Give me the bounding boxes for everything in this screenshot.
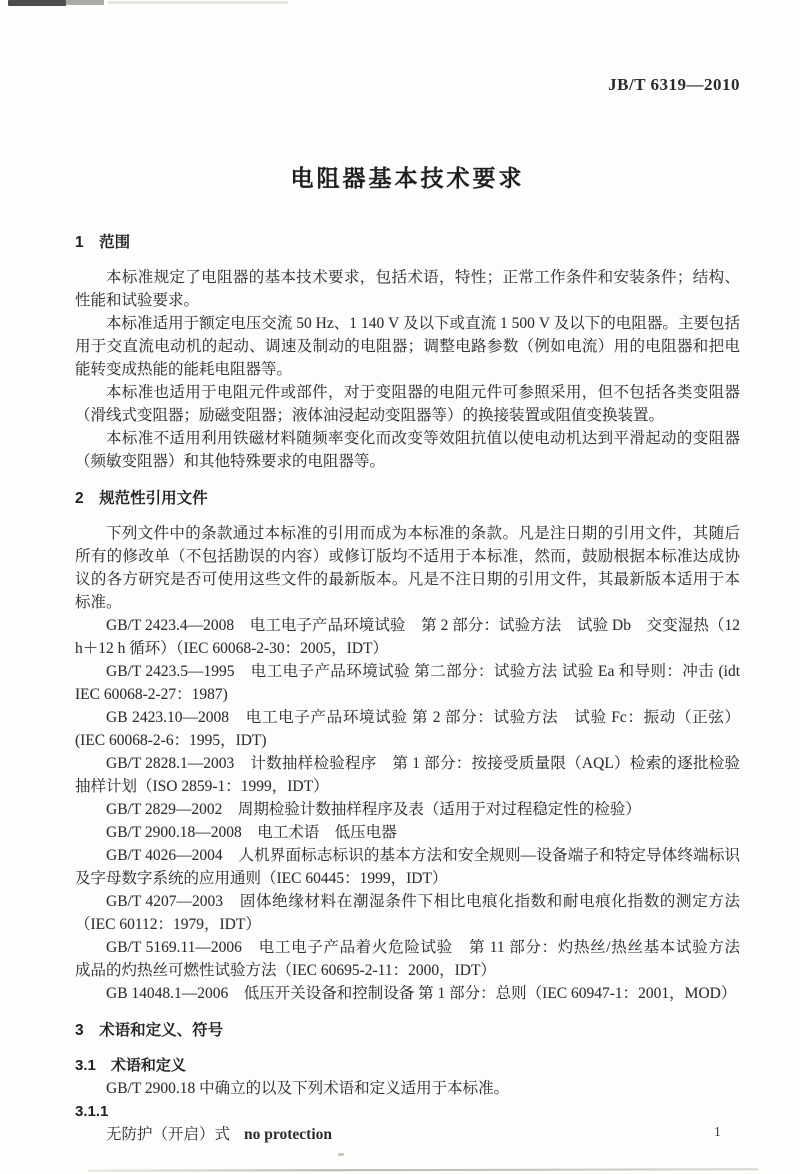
scope-paragraph: 本标准不适用利用铁磁材料随频率变化而改变等效阻抗值以使电动机达到平滑起动的变阻器（频敏变阻器）和其他特殊要求的电阻器等。	[75, 430, 740, 470]
terms-intro: GB/T 2900.18 中确立的以及下列术语和定义适用于本标准。	[106, 1080, 510, 1097]
scope-paragraph: 本标准规定了电阻器的基本技术要求，包括术语，特性；正常工作条件和安装条件；结构、性能和试验要求。	[75, 269, 740, 309]
reference-item: GB/T 2423.4—2008 电工电子产品环境试验 第 2 部分：试验方法 试验 Db 交变湿热（12 h＋12 h 循环）（IEC 60068-2-30：2005，IDT）	[75, 617, 740, 657]
document-title: 电阻器基本技术要求	[290, 165, 525, 191]
scope-paragraph: 本标准也适用于电阻元件或部件，对于变阻器的电阻元件可参照采用，但不包括各类变阻器（滑线式变阻器；励磁变阻器；液体油浸起动变阻器等）的换接装置或阻值变换装置。	[75, 384, 740, 424]
reference-item: GB/T 4026—2004 人机界面标志标识的基本方法和安全规则—设备端子和特定导体终端标识及字母数字系统的应用通则（IEC 60445：1999，IDT）	[75, 847, 740, 887]
scan-artifact-gray-bar	[66, 0, 104, 5]
standard-code: JB/T 6319—2010	[608, 75, 740, 94]
reference-item: GB/T 2828.1—2003 计数抽样检验程序 第 1 部分：按接受质量限（AQL）检索的逐批检验抽样计划（ISO 2859-1：1999，IDT）	[75, 755, 740, 795]
term-line	[75, 1123, 740, 1146]
section-heading-scope: 1 范围	[75, 234, 131, 251]
scan-artifact-speck	[338, 1153, 344, 1156]
section-heading-references: 2 规范性引用文件	[75, 490, 208, 507]
term-zh: 无防护（开启）式	[106, 1126, 231, 1143]
scan-artifact-bottom-line	[88, 1168, 758, 1171]
term-en: no protection	[244, 1126, 332, 1143]
reference-item: GB/T 2423.5—1995 电工电子产品环境试验 第二部分：试验方法 试验 Ea 和导则：冲击 (idt IEC 60068-2-27：1987)	[75, 663, 740, 703]
references-intro: 下列文件中的条款通过本标准的引用而成为本标准的条款。凡是注日期的引用文件，其随后所有的修改单（不包括勘误的内容）或修订版均不适用于本标准，然而，鼓励根据本标准达成协议的各方研究是否可使用这些文件的最新版本。凡是不注日期的引用文件，其最新版本适用于本标准。	[75, 525, 740, 611]
scan-artifact-dark-bar	[8, 0, 66, 6]
scope-paragraph: 本标准适用于额定电压交流 50 Hz、1 140 V 及以下或直流 1 500 V 及以下的电阻器。主要包括用于交直流电动机的起动、调速及制动的电阻器；调整电路参数（例如电流）用的电阻器和把电能转变成热能的能耗电阻器等。	[75, 315, 740, 378]
scan-artifact-faint-bar	[108, 1, 288, 4]
reference-item: GB 2423.10—2008 电工电子产品环境试验 第 2 部分：试验方法 试验 Fc：振动（正弦）(IEC 60068-2-6：1995，IDT)	[75, 709, 740, 749]
reference-item: GB/T 4207—2003 固体绝缘材料在潮湿条件下相比电痕化指数和耐电痕化指数的测定方法（IEC 60112：1979，IDT）	[75, 893, 740, 933]
page-number: 1	[714, 1124, 721, 1139]
reference-item: GB 14048.1—2006 低压开关设备和控制设备 第 1 部分：总则（IEC 60947-1：2001，MOD）	[106, 985, 737, 1002]
clause-number: 3.1.1	[75, 1103, 109, 1120]
reference-item: GB/T 5169.11—2006 电工电子产品着火危险试验 第 11 部分：灼热丝/热丝基本试验方法 成品的灼热丝可燃性试验方法（IEC 60695-2-11：2000，IDT）	[75, 939, 756, 979]
subsection-heading-terms-definitions: 3.1 术语和定义	[75, 1057, 186, 1074]
section-heading-terms: 3 术语和定义、符号	[75, 1022, 224, 1039]
reference-item: GB/T 2829—2002 周期检验计数抽样程序及表（适用于对过程稳定性的检验）	[106, 801, 641, 818]
reference-item: GB/T 2900.18—2008 电工术语 低压电器	[106, 824, 397, 841]
